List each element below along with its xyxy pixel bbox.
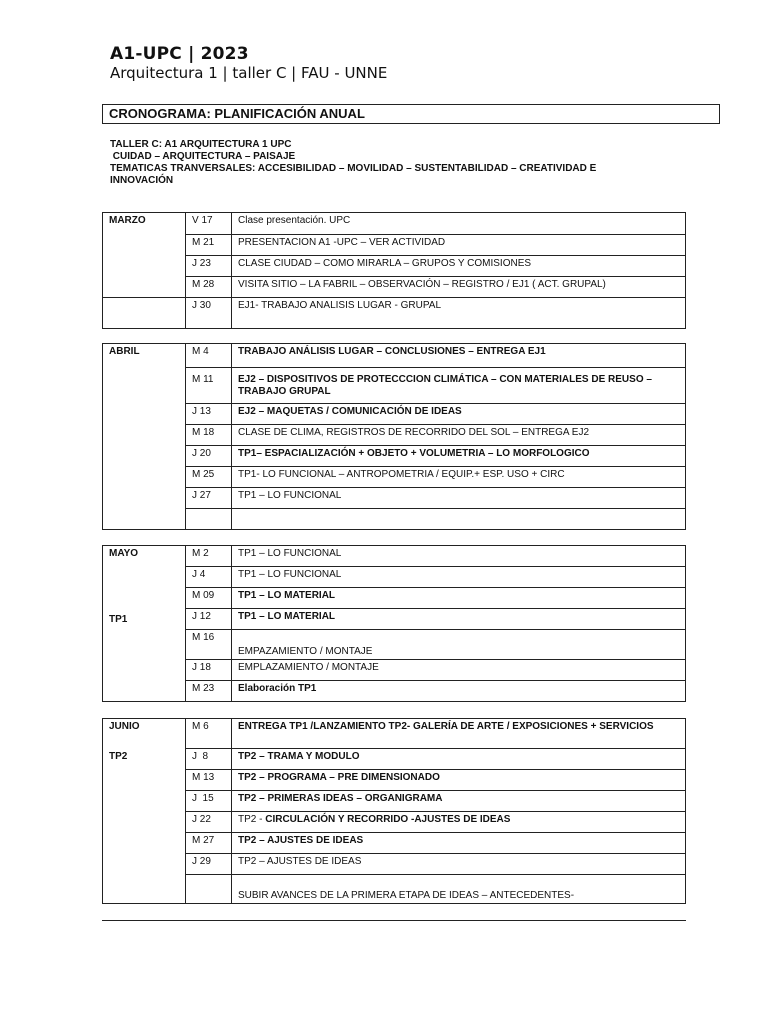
empty-cell — [186, 509, 232, 530]
date-cell: M 4 — [186, 344, 232, 368]
table-row — [103, 509, 686, 530]
date-cell: M 09 — [186, 588, 232, 609]
month-table-marzo — [102, 212, 686, 329]
date-cell: M 6 — [186, 719, 232, 749]
activity-cell: EJ1- TRABAJO ANALISIS LUGAR - GRUPAL — [232, 298, 686, 329]
activity-cell: CLASE CIUDAD – COMO MIRARLA – GRUPOS Y COMISIONES — [232, 256, 686, 277]
month-table-abril — [102, 343, 686, 530]
table-row — [103, 854, 686, 875]
date-cell: M 16 — [186, 630, 232, 660]
date-cell: M 21 — [186, 235, 232, 256]
date-cell: J 12 — [186, 609, 232, 630]
section-title: CRONOGRAMA: PLANIFICACIÓN ANUAL — [102, 104, 720, 124]
date-cell: M 2 — [186, 546, 232, 567]
table-row — [103, 588, 686, 609]
activity-cell: Clase presentación. UPC — [232, 213, 686, 235]
month-table-mayo — [102, 545, 686, 702]
month-name: JUNIO — [109, 721, 140, 732]
empty-cell — [103, 298, 186, 329]
table-row — [103, 812, 686, 833]
date-cell: J 30 — [186, 298, 232, 329]
table-row — [103, 567, 686, 588]
table-row — [103, 660, 686, 681]
activity-cell: TP1 – LO MATERIAL — [232, 588, 686, 609]
date-cell: J 4 — [186, 567, 232, 588]
intro-line: TALLER C: A1 ARQUITECTURA 1 UPC — [110, 139, 292, 150]
intro-line: INNOVACIÓN — [110, 175, 174, 186]
date-cell: J 8 — [186, 749, 232, 770]
document-title: A1-UPC | 2023 — [110, 44, 249, 64]
table-row — [103, 344, 686, 368]
activity-cell: TP2 – AJUSTES DE IDEAS — [232, 854, 686, 875]
activity-cell: TP1 – LO MATERIAL — [232, 609, 686, 630]
activity-cell: VISITA SITIO – LA FABRIL – OBSERVACIÓN – REGISTRO / EJ1 ( ACT. GRUPAL) — [232, 277, 686, 298]
activity-cell: TP1 – LO FUNCIONAL — [232, 567, 686, 588]
table-row — [103, 833, 686, 854]
activity-cell: TP2 – PRIMERAS IDEAS – ORGANIGRAMA — [232, 791, 686, 812]
table-row — [103, 719, 686, 749]
empty-cell — [232, 509, 686, 530]
date-cell: J 20 — [186, 446, 232, 467]
table-row — [103, 749, 686, 770]
date-cell: M 18 — [186, 425, 232, 446]
table-row — [103, 630, 686, 660]
table-row — [103, 368, 686, 404]
table-row — [103, 404, 686, 425]
date-cell: J 22 — [186, 812, 232, 833]
activity-cell: TRABAJO ANÁLISIS LUGAR – CONCLUSIONES – ENTREGA EJ1 — [232, 344, 686, 368]
intro-line: CUIDAD – ARQUITECTURA – PAISAJE — [110, 151, 296, 162]
month-name: ABRIL — [103, 344, 186, 530]
phase-label: TP1 — [109, 614, 128, 625]
date-cell: M 23 — [186, 681, 232, 702]
table-row — [103, 546, 686, 567]
intro-line: TEMATICAS TRANVERSALES: ACCESIBILIDAD – MOVILIDAD – SUSTENTABILIDAD – CREATIVIDAD E — [110, 163, 597, 174]
activity-cell — [232, 812, 686, 833]
activity-cell: EJ2 – DISPOSITIVOS DE PROTECCCION CLIMÁTICA – CON MATERIALES DE REUSO – TRABAJO GRUPAL — [232, 368, 686, 404]
table-row — [103, 770, 686, 791]
table-row — [103, 256, 686, 277]
table-row — [103, 213, 686, 235]
table-row — [103, 681, 686, 702]
table-row — [103, 298, 686, 329]
month-cell — [103, 719, 186, 904]
activity-text: CIRCULACIÓN Y RECORRIDO -AJUSTES DE IDEAS — [265, 814, 511, 825]
month-table-junio — [102, 718, 686, 904]
date-cell: J 15 — [186, 791, 232, 812]
activity-cell: EMPLAZAMIENTO / MONTAJE — [232, 660, 686, 681]
activity-cell: TP1 – LO FUNCIONAL — [232, 546, 686, 567]
month-name: MAYO — [109, 548, 139, 559]
table-row — [103, 277, 686, 298]
table-row — [103, 425, 686, 446]
table-row — [103, 875, 686, 904]
date-cell: M 11 — [186, 368, 232, 404]
activity-cell: Elaboración TP1 — [232, 681, 686, 702]
table-row — [103, 235, 686, 256]
date-cell: M 13 — [186, 770, 232, 791]
date-cell: J 13 — [186, 404, 232, 425]
activity-cell: SUBIR AVANCES DE LA PRIMERA ETAPA DE IDEAS – ANTECEDENTES- — [232, 875, 686, 904]
activity-cell: EMPAZAMIENTO / MONTAJE — [232, 630, 686, 660]
table-row — [103, 488, 686, 509]
activity-cell: CLASE DE CLIMA, REGISTROS DE RECORRIDO DEL SOL – ENTREGA EJ2 — [232, 425, 686, 446]
activity-cell: ENTREGA TP1 /LANZAMIENTO TP2- GALERÍA DE ARTE / EXPOSICIONES + SERVICIOS — [232, 719, 686, 749]
phase-label: TP2 — [109, 751, 128, 762]
activity-cell: TP2 – PROGRAMA – PRE DIMENSIONADO — [232, 770, 686, 791]
table-row — [103, 446, 686, 467]
activity-cell: TP2 – TRAMA Y MODULO — [232, 749, 686, 770]
date-cell: J 18 — [186, 660, 232, 681]
table-row — [103, 467, 686, 488]
month-cell — [103, 546, 186, 702]
activity-prefix: TP2 - — [238, 814, 266, 825]
table-row — [103, 609, 686, 630]
date-cell: J 29 — [186, 854, 232, 875]
table-row — [103, 791, 686, 812]
document-subtitle: Arquitectura 1 | taller C | FAU - UNNE — [110, 64, 388, 82]
month-name: MARZO — [103, 213, 186, 298]
date-cell: J 23 — [186, 256, 232, 277]
date-cell: V 17 — [186, 213, 232, 235]
activity-cell: TP2 – AJUSTES DE IDEAS — [232, 833, 686, 854]
activity-cell: EJ2 – MAQUETAS / COMUNICACIÓN DE IDEAS — [232, 404, 686, 425]
date-cell: J 27 — [186, 488, 232, 509]
date-cell: M 27 — [186, 833, 232, 854]
date-cell: M 25 — [186, 467, 232, 488]
activity-cell: TP1– ESPACIALIZACIÓN + OBJETO + VOLUMETRIA – LO MORFOLOGICO — [232, 446, 686, 467]
page-divider — [102, 920, 686, 921]
activity-cell: TP1- LO FUNCIONAL – ANTROPOMETRIA / EQUIP.+ ESP. USO + CIRC — [232, 467, 686, 488]
intro-block — [110, 139, 670, 187]
empty-cell — [186, 875, 232, 904]
activity-cell: PRESENTACION A1 -UPC – VER ACTIVIDAD — [232, 235, 686, 256]
date-cell: M 28 — [186, 277, 232, 298]
activity-cell: TP1 – LO FUNCIONAL — [232, 488, 686, 509]
